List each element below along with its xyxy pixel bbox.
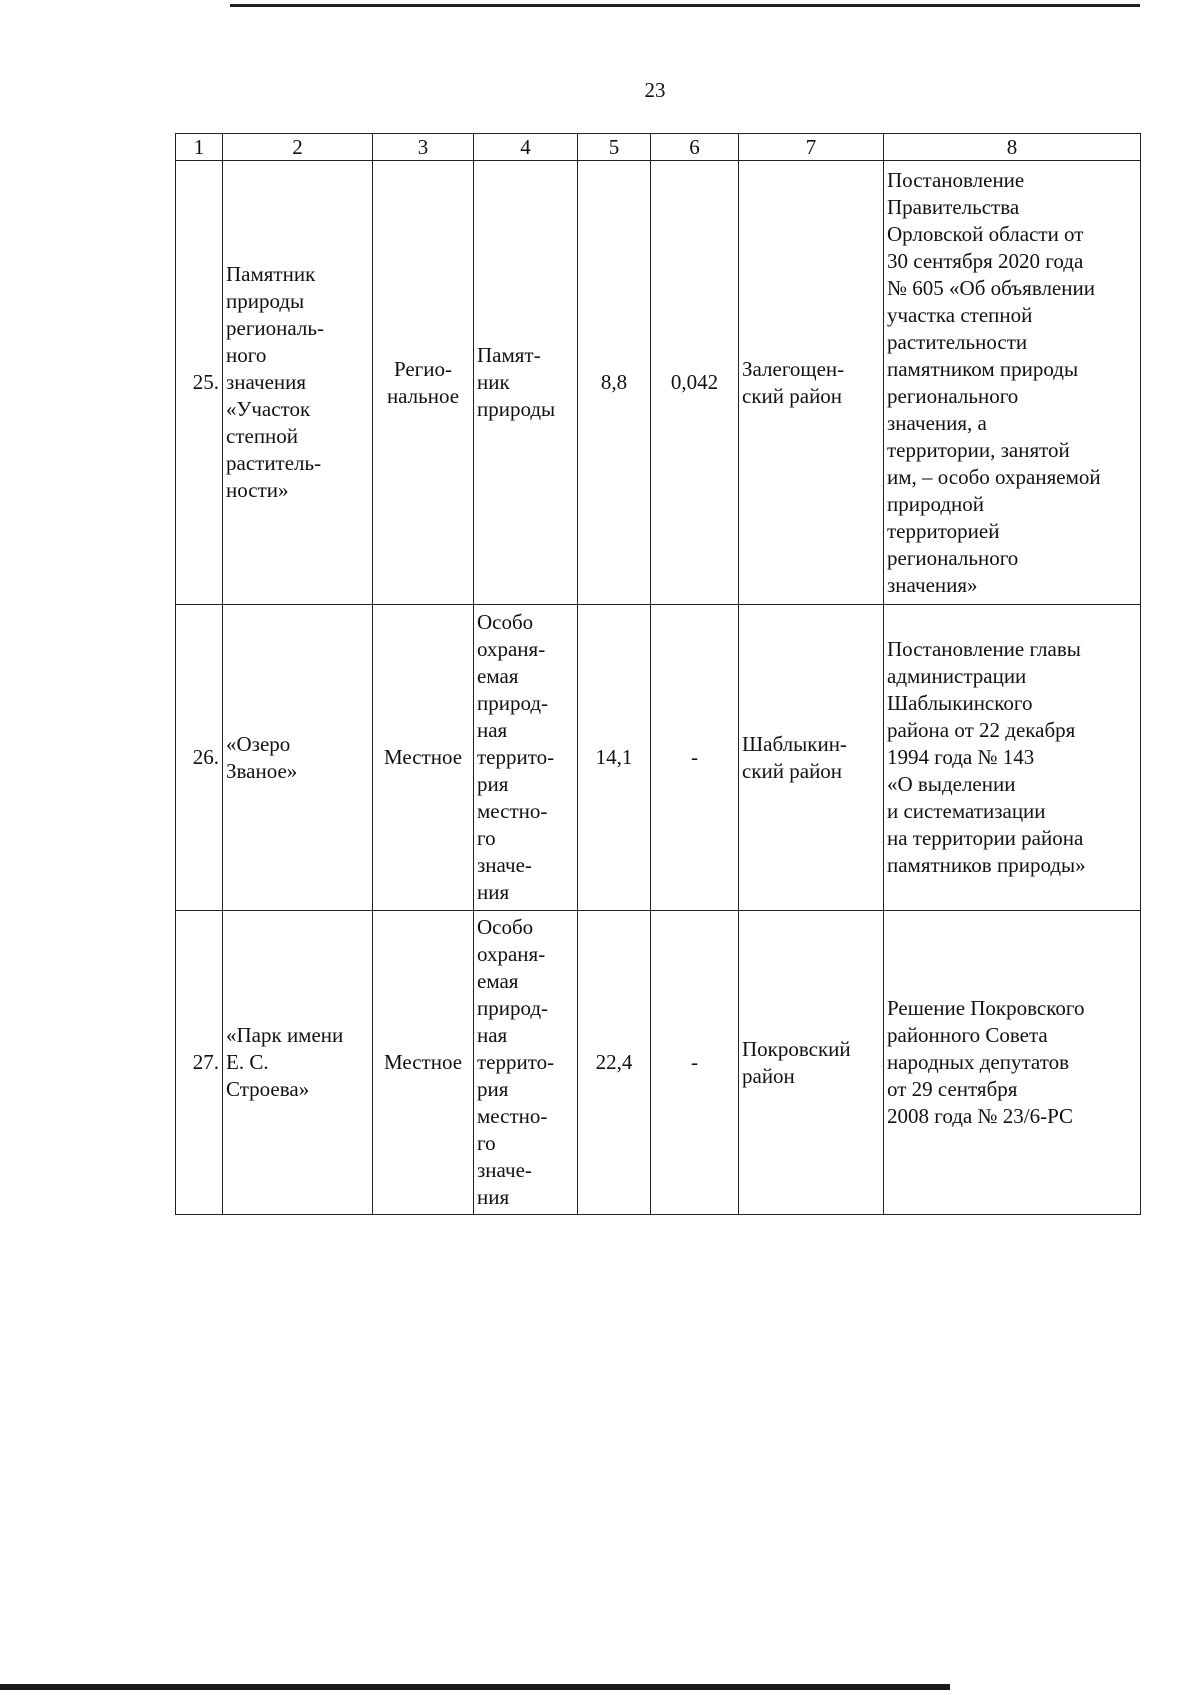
area-value: 14,1 bbox=[578, 605, 651, 911]
column-header: 4 bbox=[474, 134, 578, 161]
column-header: 2 bbox=[223, 134, 373, 161]
column-header: 8 bbox=[884, 134, 1141, 161]
object-name: Памятник природы региональ- ного значения «Участок степной раститель- ности» bbox=[223, 161, 373, 605]
zone-value: - bbox=[651, 911, 739, 1215]
column-header: 7 bbox=[739, 134, 884, 161]
location: Покровский район bbox=[739, 911, 884, 1215]
category: Особо охраня- емая природ- ная террито- рия местно- го значе- ния bbox=[474, 911, 578, 1215]
legal-document: Решение Покровского районного Совета народных депутатов от 29 сентября 2008 года № 23/6-РС bbox=[884, 911, 1141, 1215]
significance: Местное bbox=[373, 911, 474, 1215]
column-header: 3 bbox=[373, 134, 474, 161]
location: Залегощен- ский район bbox=[739, 161, 884, 605]
column-header: 6 bbox=[651, 134, 739, 161]
legal-document: Постановление главы администрации Шаблыкинского района от 22 декабря 1994 года № 143 «О выделении и систематизации на территории района памятников природы» bbox=[884, 605, 1141, 911]
table-header-row bbox=[176, 134, 1141, 161]
table-row bbox=[176, 161, 1141, 605]
row-number: 27. bbox=[176, 911, 223, 1215]
row-number: 26. bbox=[176, 605, 223, 911]
row-number: 25. bbox=[176, 161, 223, 605]
category: Памят- ник природы bbox=[474, 161, 578, 605]
area-value: 8,8 bbox=[578, 161, 651, 605]
significance: Регио- нальное bbox=[373, 161, 474, 605]
object-name: «Парк имени Е. С. Строева» bbox=[223, 911, 373, 1215]
significance: Местное bbox=[373, 605, 474, 911]
scan-edge-top bbox=[230, 4, 1140, 7]
column-header: 1 bbox=[176, 134, 223, 161]
scan-edge-bottom bbox=[0, 1684, 950, 1690]
zone-value: - bbox=[651, 605, 739, 911]
page-number: 23 bbox=[644, 78, 666, 102]
table-row bbox=[176, 911, 1141, 1215]
legal-document: Постановление Правительства Орловской области от 30 сентября 2020 года № 605 «Об объявлении участка степной растительности памятником природы регионального значения, а территории, занятой им, – особо охраняемой природной территорией регионального значения» bbox=[884, 161, 1141, 605]
category: Особо охраня- емая природ- ная террито- рия местно- го значе- ния bbox=[474, 605, 578, 911]
column-header: 5 bbox=[578, 134, 651, 161]
table-row bbox=[176, 605, 1141, 911]
location: Шаблыкин- ский район bbox=[739, 605, 884, 911]
zone-value: 0,042 bbox=[651, 161, 739, 605]
protected-areas-table bbox=[175, 133, 1141, 1215]
object-name: «Озеро Званое» bbox=[223, 605, 373, 911]
area-value: 22,4 bbox=[578, 911, 651, 1215]
